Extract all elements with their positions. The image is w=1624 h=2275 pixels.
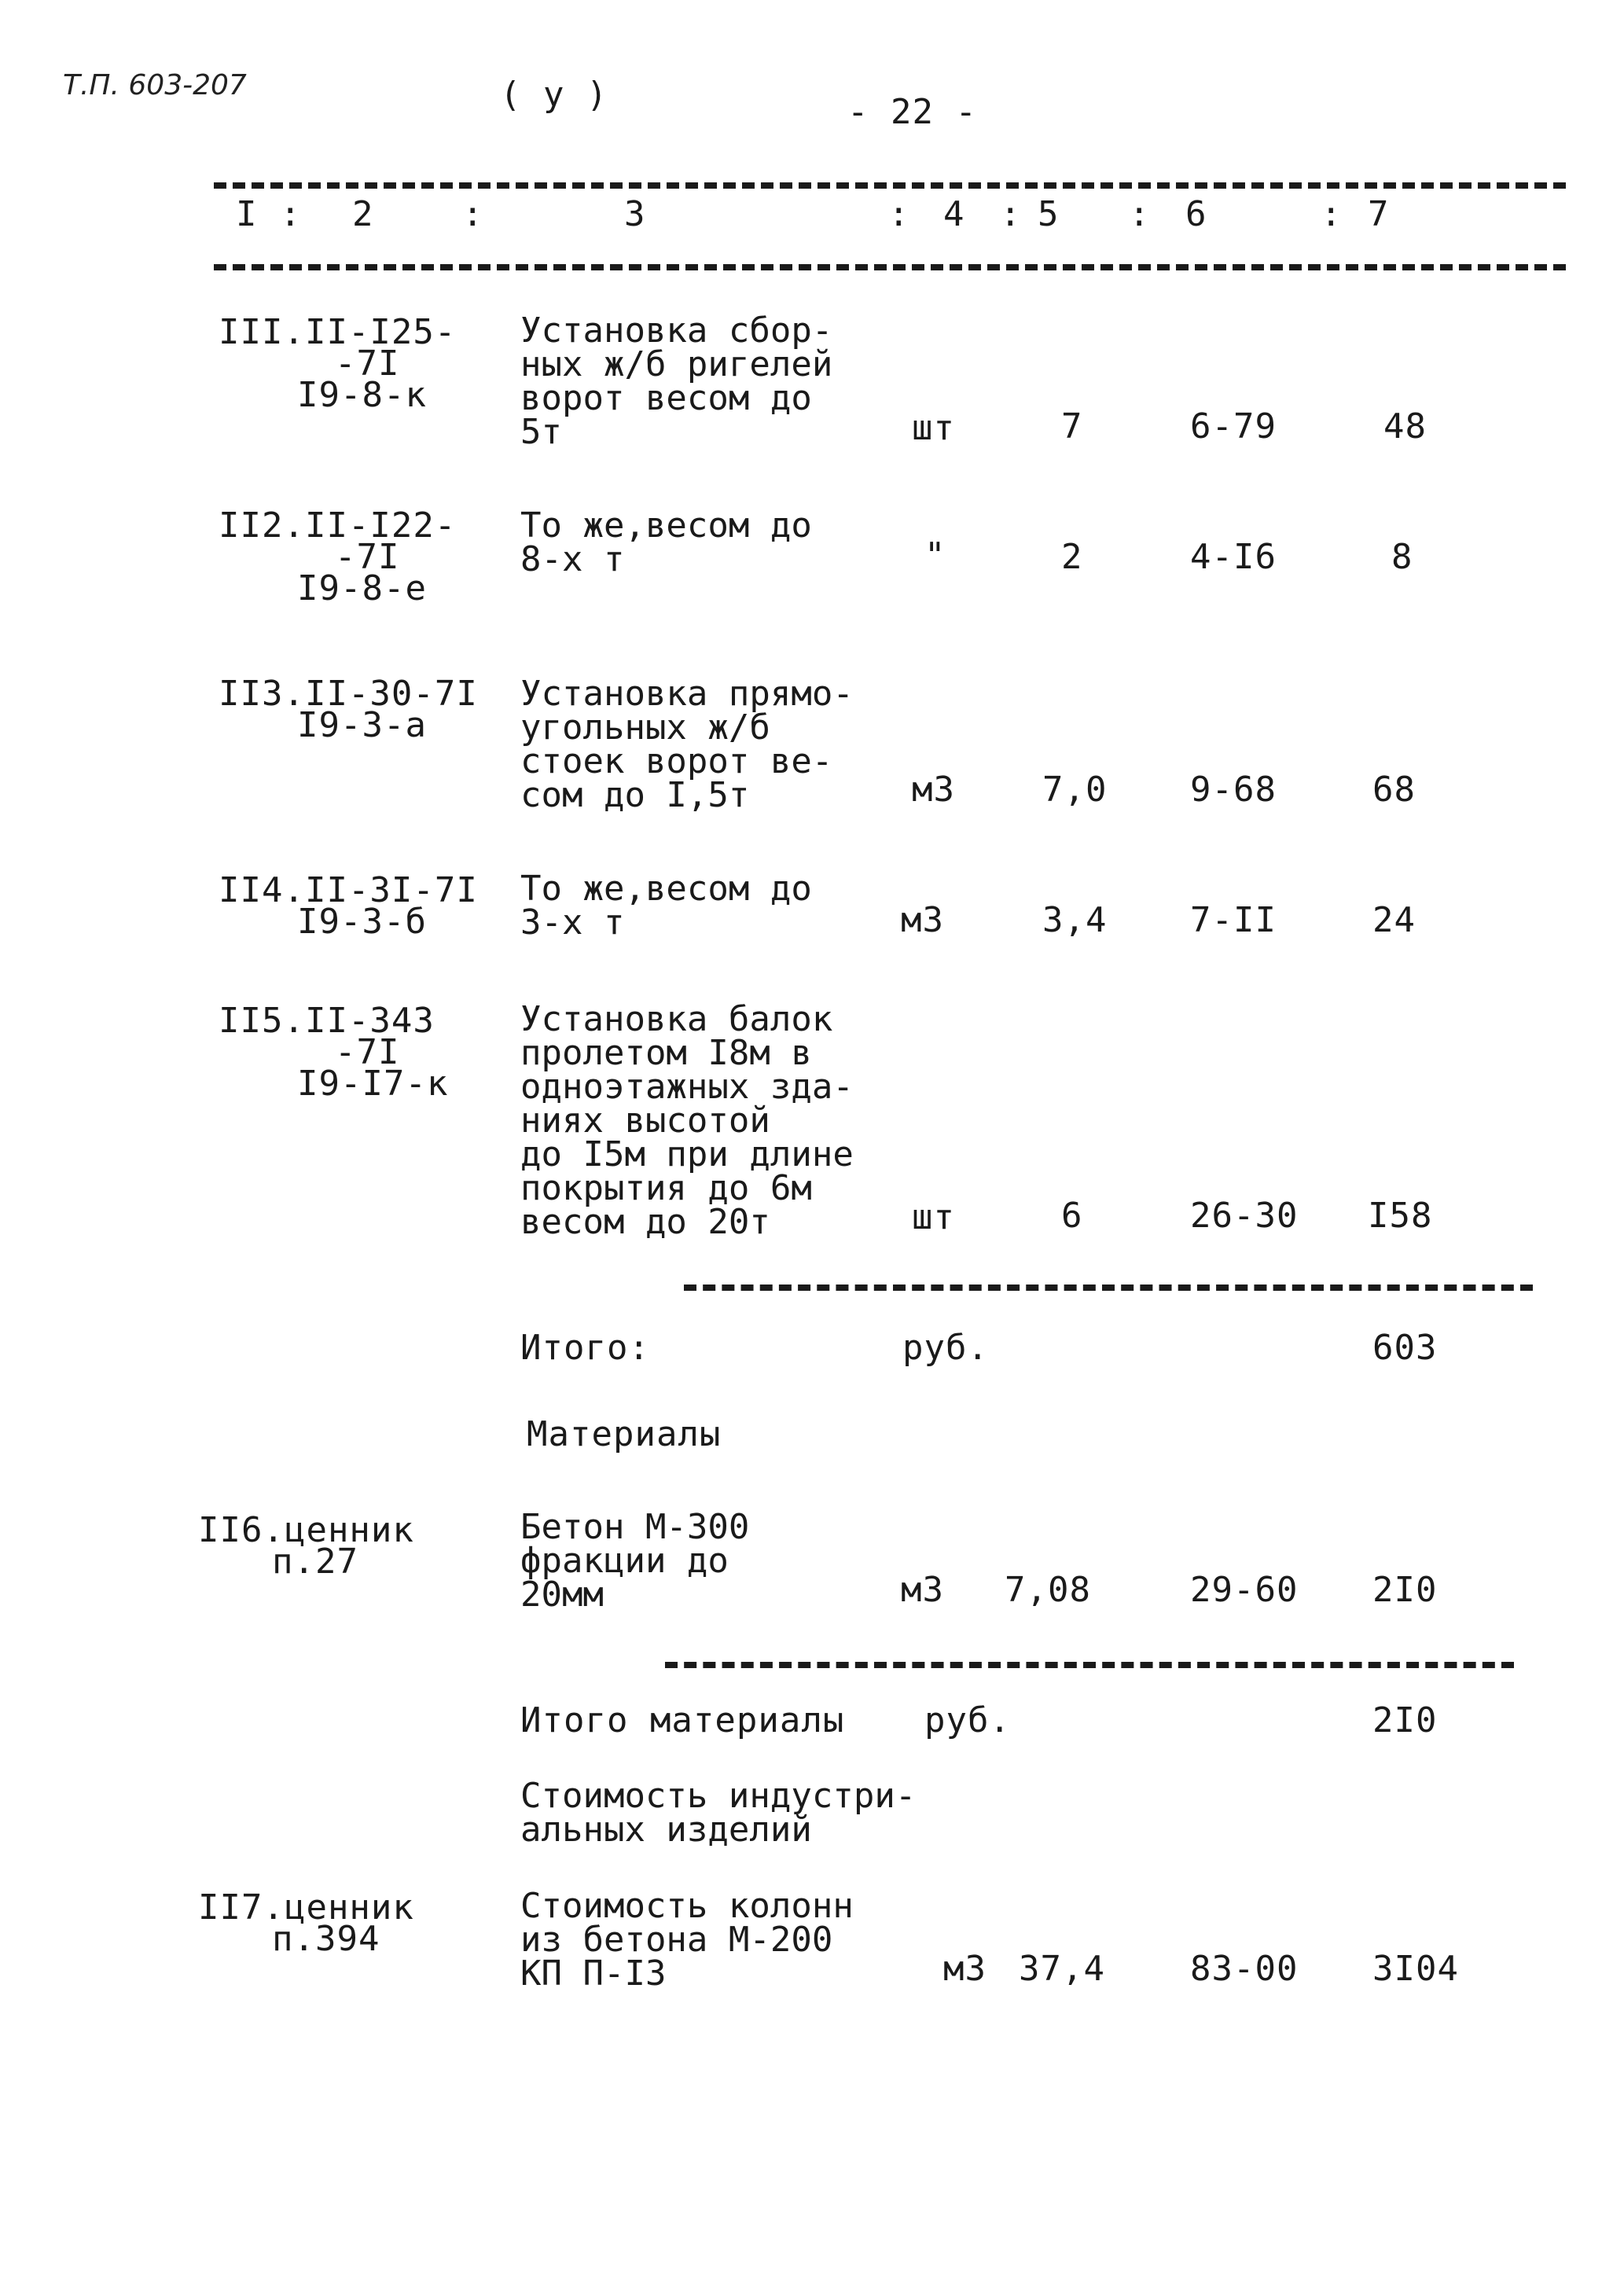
row-total: 48	[1383, 406, 1427, 447]
section-mark: ( у )	[500, 75, 608, 115]
row-code-line: II3.II-30-7I	[219, 674, 478, 714]
row-description-line: до I5м при длине	[520, 1134, 854, 1174]
row-unit: м3	[901, 1570, 944, 1610]
row-total: 3I04	[1372, 1949, 1459, 1989]
row-description-line: фракции до	[520, 1541, 729, 1581]
row-total: 8	[1391, 537, 1413, 577]
row-code-line: I9-3-б	[297, 902, 427, 942]
row-quantity: 3,4	[1042, 900, 1108, 940]
column-separator: :	[280, 194, 302, 234]
row-quantity: 7	[1061, 406, 1083, 447]
industrial-heading-line: Стоимость индустри-	[520, 1776, 917, 1816]
row-description-line: 8-х т	[520, 539, 625, 579]
row-unit: шт	[912, 1197, 955, 1237]
row-description-line: пролетом I8м в	[520, 1033, 812, 1073]
column-separator: :	[1000, 194, 1022, 234]
row-code-line: II4.II-3I-7I	[219, 870, 478, 910]
row-quantity: 6	[1061, 1196, 1083, 1236]
row-unit: м3	[912, 770, 955, 810]
row-code-line: II7.ценник	[198, 1887, 414, 1928]
row-code-line: I9-8-е	[297, 568, 427, 608]
header-bottom-rule	[214, 264, 1566, 270]
column-header-7: 7	[1368, 194, 1390, 234]
header-top-rule	[214, 182, 1566, 189]
row-description-line: стоек ворот ве-	[520, 741, 833, 781]
row-unit: "	[924, 535, 946, 575]
row-description-line: угольных ж/б	[520, 707, 770, 748]
row-unit-price: 6-79	[1190, 406, 1277, 447]
column-separator: :	[1321, 194, 1343, 234]
row-description-line: То же,весом до	[520, 869, 812, 909]
row-unit: м3	[943, 1949, 987, 1989]
row-unit-price: 83-00	[1190, 1949, 1299, 1989]
row-description-line: из бетона М-200	[520, 1920, 833, 1960]
row-description-line: Установка сбор-	[520, 311, 833, 351]
materials-subtotal-total: 2I0	[1372, 1700, 1438, 1740]
subtotal-label: Итого:	[520, 1328, 650, 1368]
row-code-line: II6.ценник	[198, 1510, 414, 1550]
row-quantity: 7,0	[1042, 770, 1108, 810]
page-number: - 22 -	[847, 92, 977, 132]
row-code-line: III.II-I25-	[219, 312, 457, 352]
row-description-line: покрытия до 6м	[520, 1168, 812, 1208]
column-header-1: I	[236, 194, 258, 234]
row-description-line: ниях высотой	[520, 1101, 770, 1141]
column-separator: :	[462, 194, 484, 234]
row-description-line: Бетон М-300	[520, 1507, 750, 1547]
row-code-line: II5.II-343	[219, 1001, 435, 1041]
subtotal-unit: руб.	[902, 1328, 989, 1368]
row-code-line: I9-8-к	[297, 375, 427, 415]
row-unit-price: 29-60	[1190, 1570, 1299, 1610]
subtotal-rule	[665, 1662, 1514, 1668]
row-description-line: 3-х т	[520, 902, 625, 943]
row-code-line: I9-3-а	[297, 705, 427, 745]
column-header-6: 6	[1185, 194, 1207, 234]
row-unit-price: 26-30	[1190, 1196, 1299, 1236]
row-description-line: одноэтажных зда-	[520, 1067, 854, 1107]
row-quantity: 7,08	[1005, 1570, 1091, 1610]
row-total: I58	[1368, 1196, 1433, 1236]
row-code-line: II2.II-I22-	[219, 505, 457, 546]
row-unit: шт	[912, 408, 955, 448]
column-header-5: 5	[1038, 194, 1060, 234]
row-description-line: Стоимость колонн	[520, 1886, 854, 1926]
row-code-line: -7I	[335, 1032, 400, 1072]
row-quantity: 2	[1061, 537, 1083, 577]
industrial-heading-line: альных изделий	[520, 1810, 812, 1850]
column-header-2: 2	[352, 194, 374, 234]
row-description-line: Установка прямо-	[520, 674, 854, 714]
column-header-4: 4	[943, 194, 965, 234]
row-description-line: весом до 20т	[520, 1202, 770, 1242]
row-description-line: То же,весом до	[520, 505, 812, 546]
row-code-line: п.27	[272, 1542, 358, 1582]
row-unit-price: 9-68	[1190, 770, 1277, 810]
row-description-line: 5т	[520, 412, 562, 452]
row-total: 24	[1372, 900, 1416, 940]
column-separator: :	[1129, 194, 1151, 234]
row-unit-price: 4-I6	[1190, 537, 1277, 577]
subtotal-rule	[684, 1285, 1533, 1291]
row-description-line: сом до I,5т	[520, 775, 750, 815]
row-unit: м3	[901, 900, 944, 940]
row-description-line: ворот весом до	[520, 378, 812, 418]
row-code-line: п.394	[272, 1919, 380, 1959]
row-description-line: ных ж/б ригелей	[520, 344, 833, 384]
row-total: 2I0	[1372, 1570, 1438, 1610]
row-quantity: 37,4	[1019, 1949, 1105, 1989]
row-description-line: 20мм	[520, 1575, 604, 1615]
materials-subtotal-unit: руб.	[924, 1700, 1011, 1740]
column-header-3: 3	[624, 194, 646, 234]
row-description-line: Установка балок	[520, 999, 833, 1039]
materials-heading: Материалы	[527, 1414, 722, 1454]
materials-subtotal-label: Итого материалы	[520, 1700, 845, 1740]
subtotal-total: 603	[1372, 1328, 1438, 1368]
row-code-line: -7I	[335, 537, 400, 577]
row-total: 68	[1372, 770, 1416, 810]
column-separator: :	[888, 194, 910, 234]
document-code: Т.П. 603-207	[63, 69, 247, 101]
row-description-line: КП П-I3	[520, 1953, 667, 1994]
row-code-line: I9-I7-к	[297, 1064, 449, 1104]
row-code-line: -7I	[335, 344, 400, 384]
row-unit-price: 7-II	[1190, 900, 1277, 940]
